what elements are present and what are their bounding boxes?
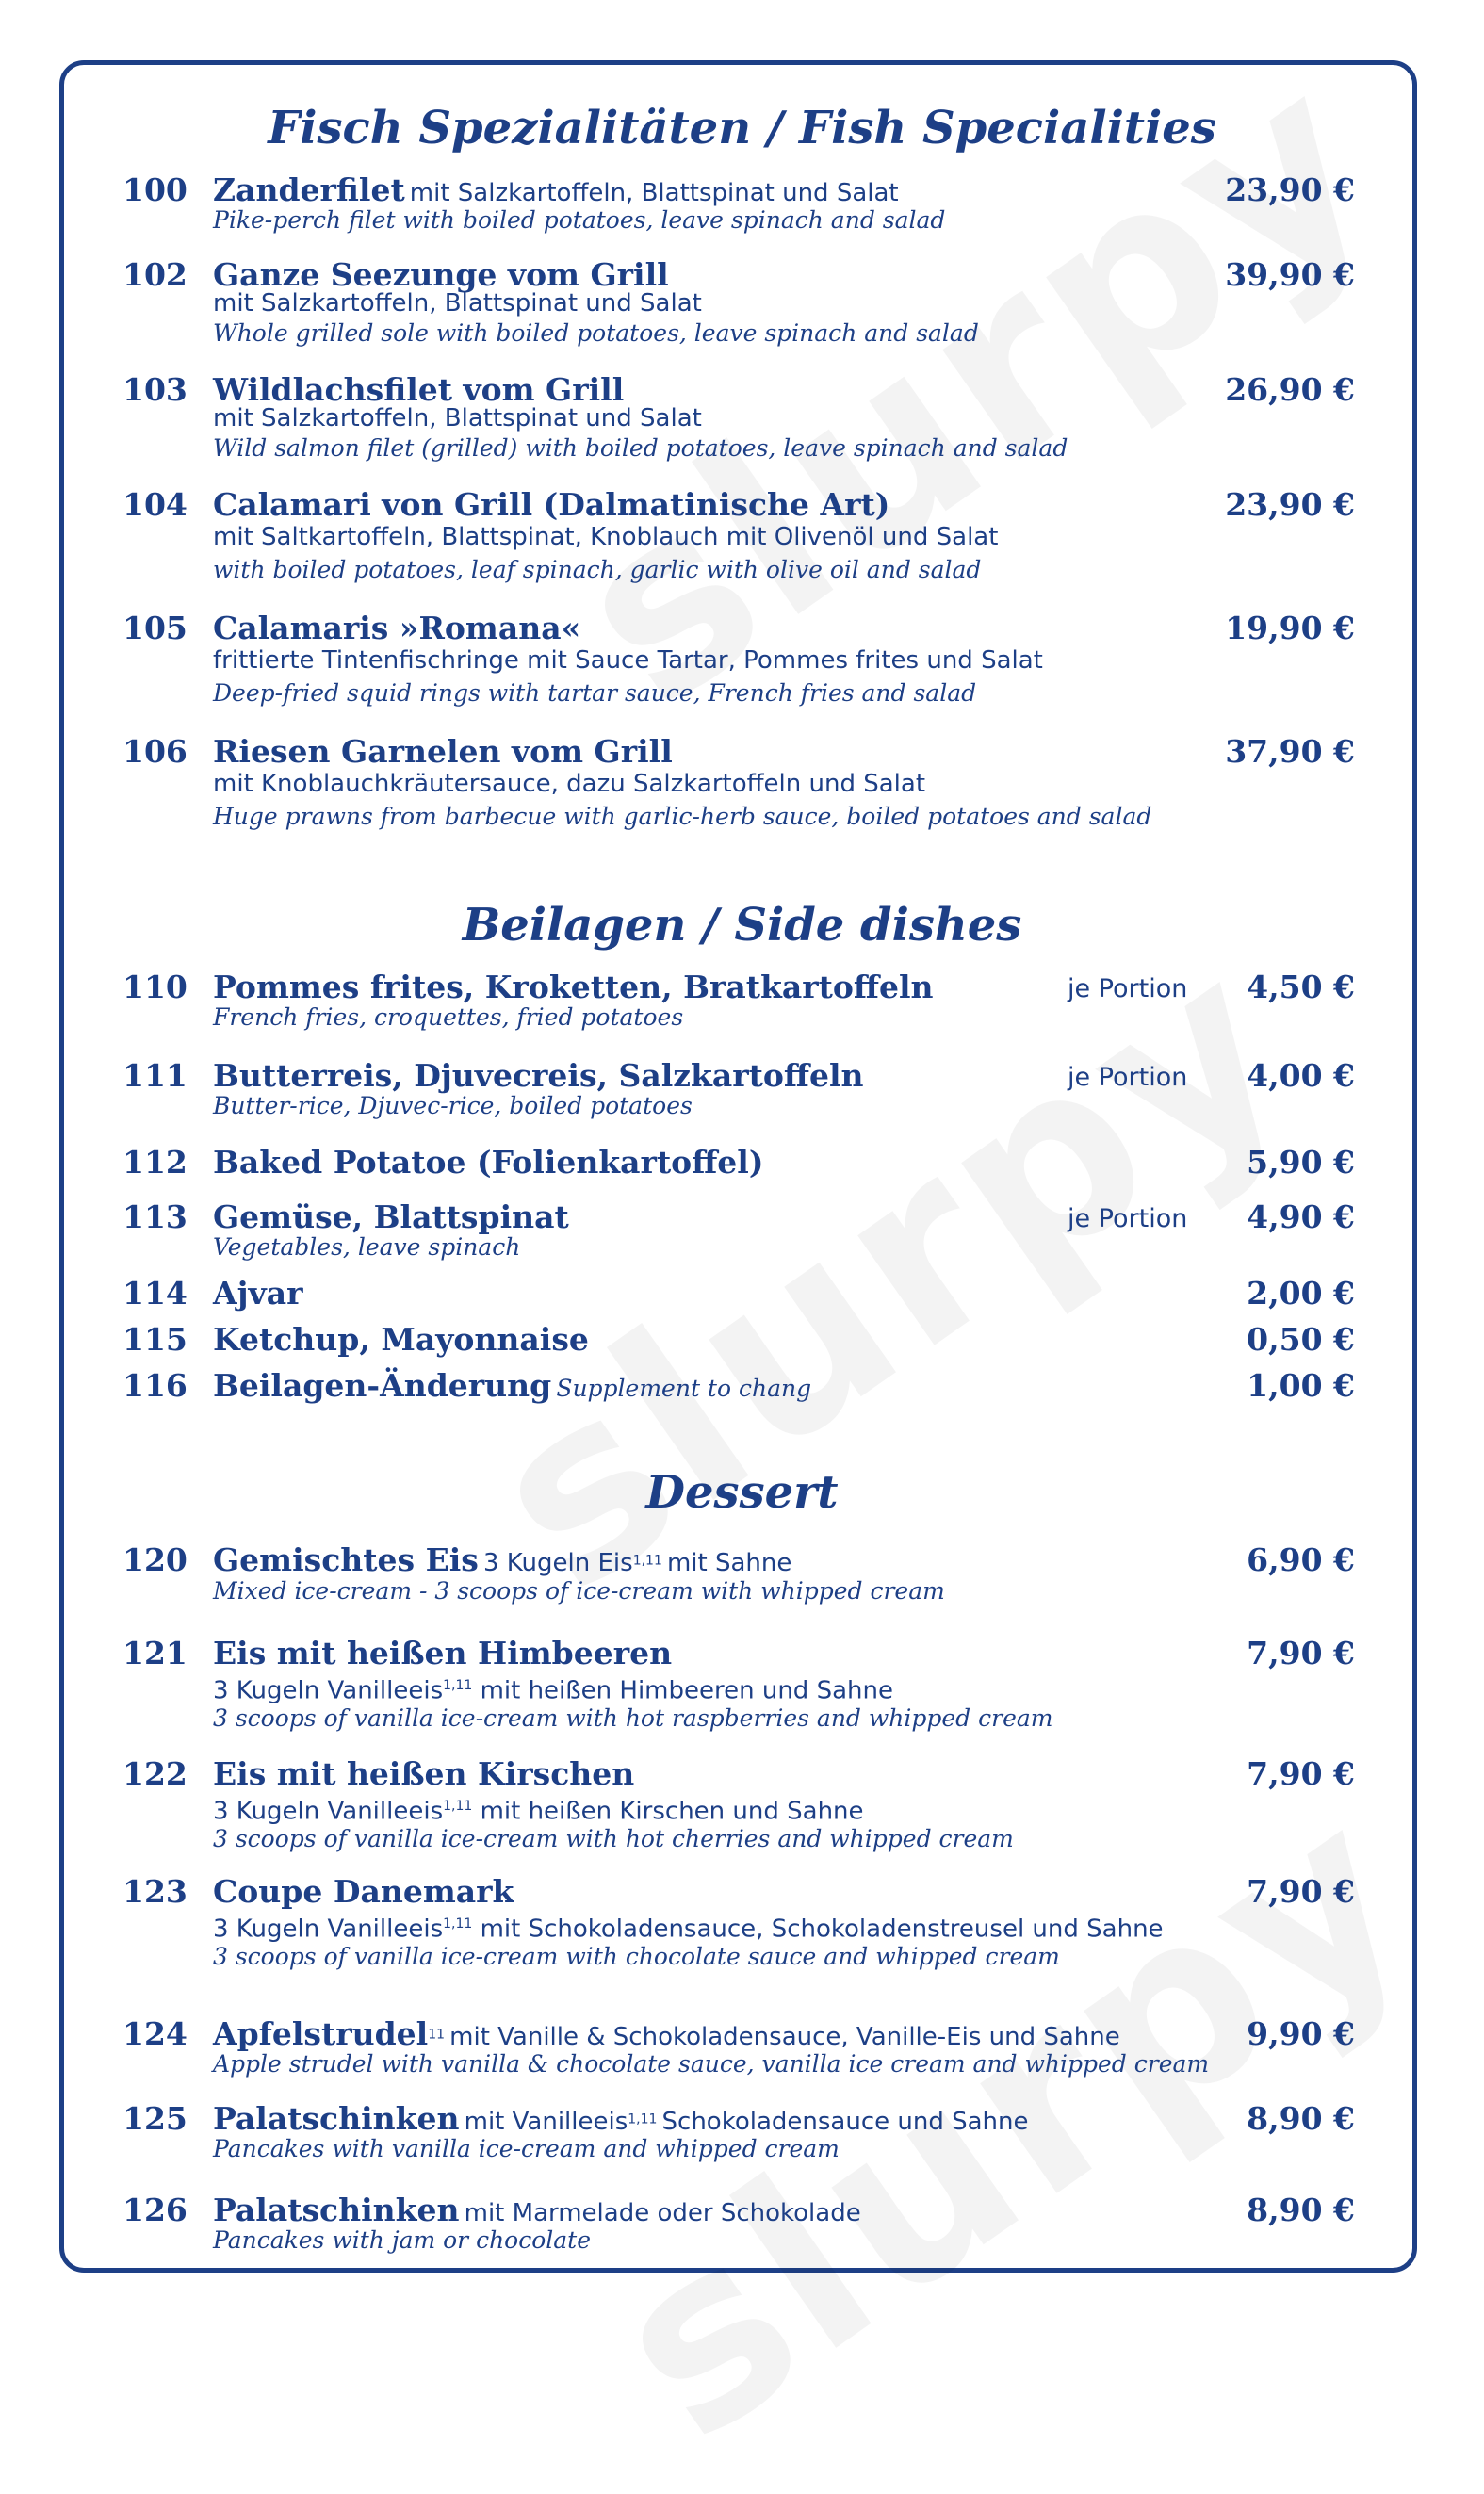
- item-desc-de: mit Salzkartoffeln, Blattspinat und Salat: [409, 179, 899, 207]
- item-name: Calamari von Grill (Dalmatinische Art): [213, 486, 890, 523]
- item-price: 4,50 €: [1247, 969, 1355, 1005]
- item-desc-de: mit Knoblauchkräutersauce, dazu Salzkartoffeln und Salat: [213, 770, 926, 798]
- allergen-note: 1,11: [628, 2111, 658, 2127]
- item-name: Palatschinken: [213, 2192, 460, 2228]
- item-price: 6,90 €: [1247, 1541, 1355, 1578]
- allergen-note: 1,11: [443, 1916, 473, 1932]
- allergen-note: 11: [428, 2027, 446, 2043]
- item-desc-en: 3 scoops of vanilla ice-cream with hot cherries and whipped cream: [213, 1825, 1014, 1852]
- item-desc-de: mit Vanilleeis: [464, 2108, 628, 2136]
- item-name: Riesen Garnelen vom Grill: [213, 733, 673, 770]
- item-desc-en: Wild salmon filet (grilled) with boiled potatoes, leave spinach and salad: [213, 434, 1068, 462]
- item-name: Ajvar: [213, 1275, 303, 1312]
- item-number: 104: [122, 486, 188, 523]
- item-price: 19,90 €: [1225, 610, 1355, 646]
- item-name: Beilagen-Änderung: [213, 1367, 552, 1404]
- section-title-fish: Fisch Spezialitäten / Fish Specialities: [268, 102, 1216, 155]
- item-desc-en: Supplement to chang: [556, 1375, 812, 1402]
- allergen-note: 1,11: [443, 1799, 473, 1814]
- item-name: Ketchup, Mayonnaise: [213, 1321, 589, 1358]
- item-price: 5,90 €: [1247, 1144, 1355, 1181]
- item-number: 126: [122, 2192, 188, 2228]
- item-desc-en: 3 scoops of vanilla ice-cream with chocolate sauce and whipped cream: [213, 1943, 1060, 1970]
- item-price: 4,90 €: [1247, 1198, 1355, 1235]
- item-name: Gemüse, Blattspinat: [213, 1198, 569, 1235]
- item-number: 105: [122, 610, 188, 646]
- section-title-dessert: Dessert: [645, 1466, 839, 1519]
- item-number: 111: [122, 1057, 188, 1094]
- item-name: Pommes frites, Kroketten, Bratkartoffeln: [213, 969, 934, 1005]
- item-desc-de: mit Salzkartoffeln, Blattspinat und Salat: [213, 289, 702, 318]
- item-price: 9,90 €: [1247, 2015, 1355, 2052]
- item-number: 112: [122, 1144, 188, 1181]
- item-number: 114: [122, 1275, 188, 1312]
- item-name: Eis mit heißen Himbeeren: [213, 1635, 673, 1671]
- item-desc-de-rest: mit heißen Himbeeren und Sahne: [480, 1676, 893, 1705]
- item-desc-de: 3 Kugeln Vanilleeis: [213, 1797, 444, 1826]
- item-price: 23,90 €: [1225, 486, 1355, 523]
- item-desc-de: 3 Kugeln Eis: [482, 1549, 633, 1577]
- item-name: Butterreis, Djuvecreis, Salzkartoffeln: [213, 1057, 864, 1094]
- item-number: 106: [122, 733, 188, 770]
- item-desc-de: 3 Kugeln Vanilleeis: [213, 1915, 444, 1944]
- item-number: 102: [122, 256, 188, 293]
- item-price: 37,90 €: [1225, 733, 1355, 770]
- item-price: 7,90 €: [1247, 1635, 1355, 1671]
- item-name: Wildlachsfilet vom Grill: [213, 371, 625, 408]
- item-desc-de-rest: mit Schokoladensauce, Schokoladenstreusel und Sahne: [480, 1915, 1164, 1944]
- item-number: 121: [122, 1635, 188, 1671]
- item-desc-en: French fries, croquettes, fried potatoes: [213, 1003, 684, 1031]
- item-desc-en: Pike-perch filet with boiled potatoes, leave spinach and salad: [213, 206, 946, 234]
- item-number: 110: [122, 969, 188, 1005]
- item-desc-en: Butter-rice, Djuvec-rice, boiled potatoes: [213, 1092, 693, 1119]
- item-number: 122: [122, 1755, 188, 1792]
- item-number: 123: [122, 1873, 188, 1910]
- item-price: 4,00 €: [1247, 1057, 1355, 1094]
- item-desc-en: Whole grilled sole with boiled potatoes, leave spinach and salad: [213, 319, 979, 347]
- item-number: 125: [122, 2100, 188, 2137]
- item-desc-de: mit Salzkartoffeln, Blattspinat und Salat: [213, 404, 702, 432]
- item-name: Eis mit heißen Kirschen: [213, 1755, 635, 1792]
- item-price: 23,90 €: [1225, 171, 1355, 208]
- item-price: 26,90 €: [1225, 371, 1355, 408]
- item-desc-de: mit Saltkartoffeln, Blattspinat, Knoblauch mit Olivenöl und Salat: [213, 523, 999, 551]
- allergen-note: 1,11: [632, 1553, 662, 1569]
- item-desc-en: Huge prawns from barbecue with garlic-herb sauce, boiled potatoes and salad: [213, 803, 1152, 830]
- item-desc-en: Pancakes with vanilla ice-cream and whipped cream: [213, 2135, 840, 2162]
- item-number: 124: [122, 2015, 188, 2052]
- item-desc-de-rest: mit Sahne: [666, 1549, 792, 1577]
- item-number: 115: [122, 1321, 188, 1358]
- item-number: 103: [122, 371, 188, 408]
- item-price: 1,00 €: [1247, 1367, 1355, 1404]
- item-price: 7,90 €: [1247, 1873, 1355, 1910]
- item-name: Apfelstrudel: [213, 2015, 429, 2052]
- item-desc-en: Apple strudel with vanilla & chocolate sauce, vanilla ice cream and whipped cream: [213, 2050, 1210, 2078]
- item-number: 100: [122, 171, 188, 208]
- item-price: 39,90 €: [1225, 256, 1355, 293]
- item-number: 116: [122, 1367, 188, 1404]
- item-number: 120: [122, 1541, 188, 1578]
- item-name: Baked Potatoe (Folienkartoffel): [213, 1144, 764, 1181]
- item-price: 8,90 €: [1247, 2100, 1355, 2137]
- item-name: Palatschinken: [213, 2100, 460, 2137]
- item-desc-de: 3 Kugeln Vanilleeis: [213, 1676, 444, 1705]
- item-name: Ganze Seezunge vom Grill: [213, 256, 669, 293]
- item-name: Zanderfilet: [213, 171, 405, 208]
- item-desc-de-rest: mit heißen Kirschen und Sahne: [480, 1797, 864, 1826]
- item-price: 8,90 €: [1247, 2192, 1355, 2228]
- item-desc-en: Mixed ice-cream - 3 scoops of ice-cream with whipped cream: [213, 1577, 945, 1605]
- item-desc-en: 3 scoops of vanilla ice-cream with hot raspberries and whipped cream: [213, 1704, 1053, 1732]
- item-name: Calamaris »Romana«: [213, 610, 581, 646]
- item-desc-en: with boiled potatoes, leaf spinach, garlic with olive oil and salad: [213, 556, 982, 583]
- item-desc-de: mit Marmelade oder Schokolade: [464, 2199, 861, 2227]
- allergen-note: 1,11: [443, 1678, 473, 1693]
- section-title-sides: Beilagen / Side dishes: [462, 899, 1022, 952]
- item-desc-en: Deep-fried squid rings with tartar sauce, French fries and salad: [213, 679, 977, 707]
- item-price: 7,90 €: [1247, 1755, 1355, 1792]
- item-number: 113: [122, 1198, 188, 1235]
- item-desc-de-rest: Schokoladensauce und Sahne: [661, 2108, 1029, 2136]
- item-price: 2,00 €: [1247, 1275, 1355, 1312]
- item-portion: je Portion: [1068, 1204, 1188, 1233]
- item-name: Gemischtes Eis: [213, 1541, 479, 1578]
- item-portion: je Portion: [1068, 1063, 1188, 1092]
- item-price: 0,50 €: [1247, 1321, 1355, 1358]
- item-portion: je Portion: [1068, 974, 1188, 1003]
- item-desc-de: frittierte Tintenfischringe mit Sauce Tartar, Pommes frites und Salat: [213, 646, 1043, 675]
- item-desc-de: mit Vanille & Schokoladensauce, Vanille-Eis und Sahne: [449, 2023, 1120, 2051]
- item-desc-en: Pancakes with jam or chocolate: [213, 2226, 592, 2254]
- item-desc-en: Vegetables, leave spinach: [213, 1233, 521, 1261]
- item-name: Coupe Danemark: [213, 1873, 514, 1910]
